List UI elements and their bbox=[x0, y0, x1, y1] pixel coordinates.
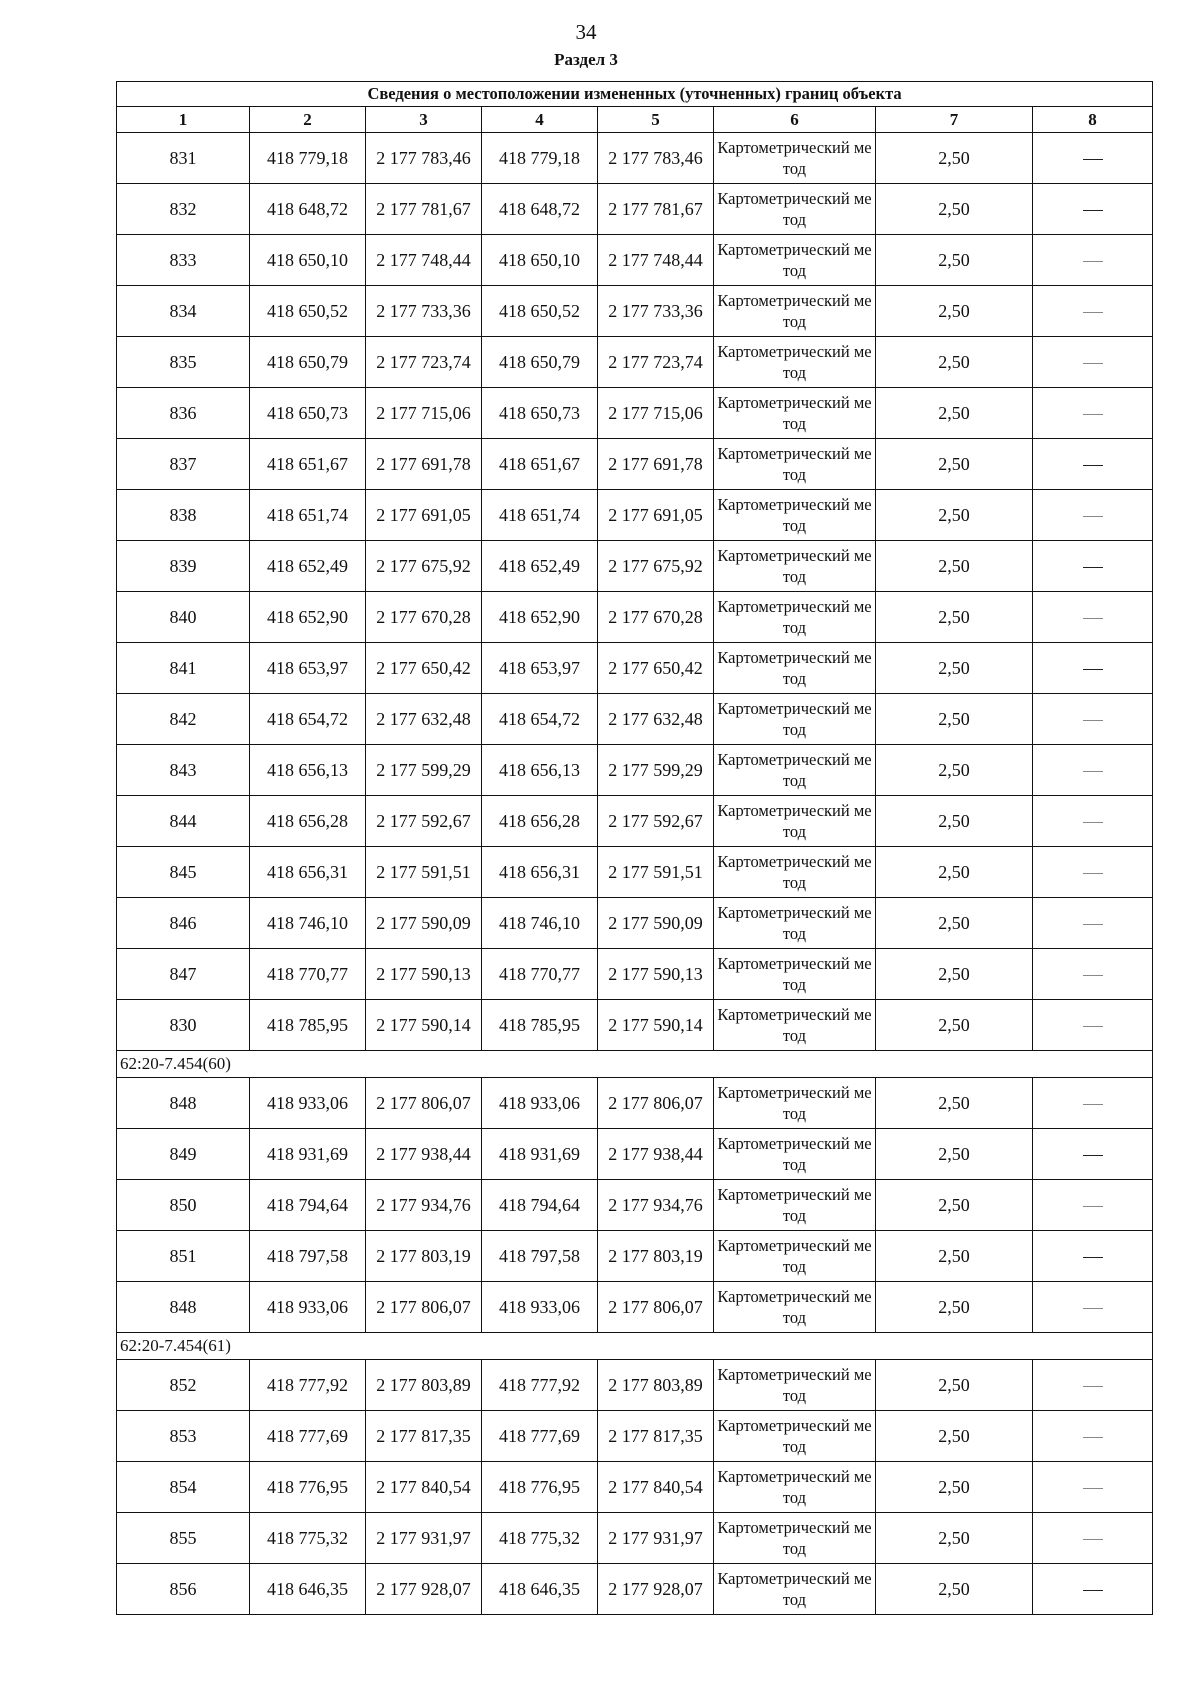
section-title: Раздел 3 bbox=[554, 50, 618, 69]
method-cell: Картометрический метод bbox=[714, 439, 876, 490]
dash-mark bbox=[1083, 1437, 1103, 1438]
existing-x-cell: 418 656,28 bbox=[250, 796, 366, 847]
new-y-cell: 2 177 632,48 bbox=[598, 694, 714, 745]
new-y-cell: 2 177 590,13 bbox=[598, 949, 714, 1000]
method-cell: Картометрический метод bbox=[714, 847, 876, 898]
point-number-cell: 854 bbox=[117, 1462, 250, 1513]
existing-y-cell: 2 177 938,44 bbox=[366, 1129, 482, 1180]
point-number-cell: 848 bbox=[117, 1282, 250, 1333]
method-cell: Картометрический метод bbox=[714, 286, 876, 337]
existing-x-cell: 418 646,35 bbox=[250, 1564, 366, 1615]
table-row bbox=[117, 796, 1153, 847]
point-number-cell: 853 bbox=[117, 1411, 250, 1462]
accuracy-cell: 2,50 bbox=[876, 490, 1033, 541]
accuracy-cell: 2,50 bbox=[876, 1000, 1033, 1051]
remark-cell bbox=[1033, 1282, 1153, 1333]
method-cell: Картометрический метод bbox=[714, 1462, 876, 1513]
remark-cell bbox=[1033, 1000, 1153, 1051]
existing-y-cell: 2 177 840,54 bbox=[366, 1462, 482, 1513]
table-row bbox=[117, 133, 1153, 184]
point-number-cell: 833 bbox=[117, 235, 250, 286]
method-cell: Картометрический метод bbox=[714, 1078, 876, 1129]
remark-cell bbox=[1033, 1129, 1153, 1180]
accuracy-cell: 2,50 bbox=[876, 847, 1033, 898]
existing-x-cell: 418 931,69 bbox=[250, 1129, 366, 1180]
column-header-5: 5 bbox=[598, 107, 714, 133]
accuracy-cell: 2,50 bbox=[876, 1231, 1033, 1282]
dash-mark bbox=[1083, 822, 1103, 823]
point-number-cell: 830 bbox=[117, 1000, 250, 1051]
remark-cell bbox=[1033, 643, 1153, 694]
existing-y-cell: 2 177 650,42 bbox=[366, 643, 482, 694]
dash-mark bbox=[1083, 210, 1103, 211]
method-cell: Картометрический метод bbox=[714, 1129, 876, 1180]
existing-x-cell: 418 652,49 bbox=[250, 541, 366, 592]
point-number-cell: 839 bbox=[117, 541, 250, 592]
accuracy-cell: 2,50 bbox=[876, 286, 1033, 337]
table-row bbox=[117, 490, 1153, 541]
accuracy-cell: 2,50 bbox=[876, 541, 1033, 592]
new-x-cell: 418 931,69 bbox=[482, 1129, 598, 1180]
remark-cell bbox=[1033, 1180, 1153, 1231]
remark-cell bbox=[1033, 235, 1153, 286]
dash-mark bbox=[1083, 516, 1103, 517]
new-y-cell: 2 177 938,44 bbox=[598, 1129, 714, 1180]
existing-x-cell: 418 933,06 bbox=[250, 1282, 366, 1333]
existing-x-cell: 418 648,72 bbox=[250, 184, 366, 235]
table-row bbox=[117, 898, 1153, 949]
new-y-cell: 2 177 670,28 bbox=[598, 592, 714, 643]
existing-y-cell: 2 177 781,67 bbox=[366, 184, 482, 235]
new-x-cell: 418 777,69 bbox=[482, 1411, 598, 1462]
dash-mark bbox=[1083, 1539, 1103, 1540]
remark-cell bbox=[1033, 1231, 1153, 1282]
remark-cell bbox=[1033, 949, 1153, 1000]
point-number-cell: 855 bbox=[117, 1513, 250, 1564]
table-row bbox=[117, 1282, 1153, 1333]
dash-mark bbox=[1083, 1026, 1103, 1027]
new-y-cell: 2 177 803,19 bbox=[598, 1231, 714, 1282]
point-number-cell: 837 bbox=[117, 439, 250, 490]
new-x-cell: 418 775,32 bbox=[482, 1513, 598, 1564]
method-cell: Картометрический метод bbox=[714, 1360, 876, 1411]
existing-x-cell: 418 746,10 bbox=[250, 898, 366, 949]
existing-x-cell: 418 770,77 bbox=[250, 949, 366, 1000]
new-y-cell: 2 177 783,46 bbox=[598, 133, 714, 184]
point-number-cell: 850 bbox=[117, 1180, 250, 1231]
point-number-cell: 851 bbox=[117, 1231, 250, 1282]
new-x-cell: 418 770,77 bbox=[482, 949, 598, 1000]
existing-x-cell: 418 656,31 bbox=[250, 847, 366, 898]
accuracy-cell: 2,50 bbox=[876, 643, 1033, 694]
point-number-cell: 838 bbox=[117, 490, 250, 541]
method-cell: Картометрический метод bbox=[714, 1000, 876, 1051]
parcel-group-row bbox=[117, 1333, 1153, 1360]
new-y-cell: 2 177 592,67 bbox=[598, 796, 714, 847]
table-row bbox=[117, 1360, 1153, 1411]
existing-y-cell: 2 177 590,14 bbox=[366, 1000, 482, 1051]
column-header-8: 8 bbox=[1033, 107, 1153, 133]
existing-x-cell: 418 650,52 bbox=[250, 286, 366, 337]
new-x-cell: 418 656,31 bbox=[482, 847, 598, 898]
dash-mark bbox=[1083, 363, 1103, 364]
new-y-cell: 2 177 931,97 bbox=[598, 1513, 714, 1564]
point-number-cell: 831 bbox=[117, 133, 250, 184]
new-y-cell: 2 177 748,44 bbox=[598, 235, 714, 286]
existing-y-cell: 2 177 783,46 bbox=[366, 133, 482, 184]
method-cell: Картометрический метод bbox=[714, 694, 876, 745]
accuracy-cell: 2,50 bbox=[876, 1411, 1033, 1462]
new-x-cell: 418 653,97 bbox=[482, 643, 598, 694]
new-x-cell: 418 654,72 bbox=[482, 694, 598, 745]
point-number-cell: 849 bbox=[117, 1129, 250, 1180]
dash-mark bbox=[1083, 1257, 1103, 1258]
remark-cell bbox=[1033, 388, 1153, 439]
table-row bbox=[117, 337, 1153, 388]
existing-y-cell: 2 177 675,92 bbox=[366, 541, 482, 592]
new-x-cell: 418 656,28 bbox=[482, 796, 598, 847]
remark-cell bbox=[1033, 490, 1153, 541]
new-y-cell: 2 177 715,06 bbox=[598, 388, 714, 439]
remark-cell bbox=[1033, 1411, 1153, 1462]
dash-mark bbox=[1083, 771, 1103, 772]
existing-y-cell: 2 177 928,07 bbox=[366, 1564, 482, 1615]
method-cell: Картометрический метод bbox=[714, 490, 876, 541]
accuracy-cell: 2,50 bbox=[876, 184, 1033, 235]
point-number-cell: 846 bbox=[117, 898, 250, 949]
column-header-7: 7 bbox=[876, 107, 1033, 133]
remark-cell bbox=[1033, 694, 1153, 745]
new-x-cell: 418 650,10 bbox=[482, 235, 598, 286]
accuracy-cell: 2,50 bbox=[876, 592, 1033, 643]
parcel-number-label: 62:20-7.454(60) bbox=[117, 1051, 1153, 1078]
new-x-cell: 418 650,73 bbox=[482, 388, 598, 439]
method-cell: Картометрический метод bbox=[714, 337, 876, 388]
existing-y-cell: 2 177 806,07 bbox=[366, 1282, 482, 1333]
new-x-cell: 418 797,58 bbox=[482, 1231, 598, 1282]
new-x-cell: 418 933,06 bbox=[482, 1282, 598, 1333]
existing-x-cell: 418 650,10 bbox=[250, 235, 366, 286]
dash-mark bbox=[1083, 465, 1103, 466]
new-y-cell: 2 177 733,36 bbox=[598, 286, 714, 337]
point-number-cell: 848 bbox=[117, 1078, 250, 1129]
dash-mark bbox=[1083, 975, 1103, 976]
new-x-cell: 418 785,95 bbox=[482, 1000, 598, 1051]
new-x-cell: 418 746,10 bbox=[482, 898, 598, 949]
existing-x-cell: 418 651,74 bbox=[250, 490, 366, 541]
remark-cell bbox=[1033, 592, 1153, 643]
table-row bbox=[117, 1078, 1153, 1129]
new-x-cell: 418 656,13 bbox=[482, 745, 598, 796]
existing-y-cell: 2 177 591,51 bbox=[366, 847, 482, 898]
accuracy-cell: 2,50 bbox=[876, 898, 1033, 949]
point-number-cell: 852 bbox=[117, 1360, 250, 1411]
method-cell: Картометрический метод bbox=[714, 745, 876, 796]
existing-x-cell: 418 651,67 bbox=[250, 439, 366, 490]
method-cell: Картометрический метод bbox=[714, 1411, 876, 1462]
table-row bbox=[117, 541, 1153, 592]
existing-x-cell: 418 653,97 bbox=[250, 643, 366, 694]
accuracy-cell: 2,50 bbox=[876, 133, 1033, 184]
dash-mark bbox=[1083, 261, 1103, 262]
point-number-cell: 832 bbox=[117, 184, 250, 235]
existing-x-cell: 418 776,95 bbox=[250, 1462, 366, 1513]
dash-mark bbox=[1083, 669, 1103, 670]
dash-mark bbox=[1083, 618, 1103, 619]
accuracy-cell: 2,50 bbox=[876, 694, 1033, 745]
new-x-cell: 418 776,95 bbox=[482, 1462, 598, 1513]
accuracy-cell: 2,50 bbox=[876, 796, 1033, 847]
table-row bbox=[117, 643, 1153, 694]
boundary-coordinates-table bbox=[116, 81, 1153, 1615]
existing-x-cell: 418 650,79 bbox=[250, 337, 366, 388]
existing-y-cell: 2 177 817,35 bbox=[366, 1411, 482, 1462]
accuracy-cell: 2,50 bbox=[876, 1360, 1033, 1411]
new-y-cell: 2 177 591,51 bbox=[598, 847, 714, 898]
existing-x-cell: 418 775,32 bbox=[250, 1513, 366, 1564]
method-cell: Картометрический метод bbox=[714, 541, 876, 592]
dash-mark bbox=[1083, 1308, 1103, 1309]
new-y-cell: 2 177 928,07 bbox=[598, 1564, 714, 1615]
point-number-cell: 835 bbox=[117, 337, 250, 388]
dash-mark bbox=[1083, 1155, 1103, 1156]
accuracy-cell: 2,50 bbox=[876, 1129, 1033, 1180]
table-row bbox=[117, 1000, 1153, 1051]
dash-mark bbox=[1083, 159, 1103, 160]
new-x-cell: 418 652,90 bbox=[482, 592, 598, 643]
table-row bbox=[117, 1180, 1153, 1231]
existing-y-cell: 2 177 934,76 bbox=[366, 1180, 482, 1231]
table-row bbox=[117, 235, 1153, 286]
existing-y-cell: 2 177 931,97 bbox=[366, 1513, 482, 1564]
table-row bbox=[117, 286, 1153, 337]
remark-cell bbox=[1033, 337, 1153, 388]
column-header-2: 2 bbox=[250, 107, 366, 133]
new-x-cell: 418 794,64 bbox=[482, 1180, 598, 1231]
existing-y-cell: 2 177 590,09 bbox=[366, 898, 482, 949]
remark-cell bbox=[1033, 541, 1153, 592]
accuracy-cell: 2,50 bbox=[876, 1180, 1033, 1231]
dash-mark bbox=[1083, 1386, 1103, 1387]
dash-mark bbox=[1083, 1488, 1103, 1489]
accuracy-cell: 2,50 bbox=[876, 1513, 1033, 1564]
table-row bbox=[117, 439, 1153, 490]
dash-mark bbox=[1083, 1590, 1103, 1591]
remark-cell bbox=[1033, 286, 1153, 337]
dash-mark bbox=[1083, 312, 1103, 313]
accuracy-cell: 2,50 bbox=[876, 439, 1033, 490]
new-x-cell: 418 650,52 bbox=[482, 286, 598, 337]
column-header-1: 1 bbox=[117, 107, 250, 133]
accuracy-cell: 2,50 bbox=[876, 1564, 1033, 1615]
accuracy-cell: 2,50 bbox=[876, 235, 1033, 286]
existing-y-cell: 2 177 803,19 bbox=[366, 1231, 482, 1282]
existing-y-cell: 2 177 733,36 bbox=[366, 286, 482, 337]
parcel-group-row bbox=[117, 1051, 1153, 1078]
existing-y-cell: 2 177 670,28 bbox=[366, 592, 482, 643]
new-y-cell: 2 177 803,89 bbox=[598, 1360, 714, 1411]
existing-y-cell: 2 177 723,74 bbox=[366, 337, 482, 388]
remark-cell bbox=[1033, 898, 1153, 949]
table-row bbox=[117, 388, 1153, 439]
new-y-cell: 2 177 723,74 bbox=[598, 337, 714, 388]
new-y-cell: 2 177 590,14 bbox=[598, 1000, 714, 1051]
dash-mark bbox=[1083, 873, 1103, 874]
method-cell: Картометрический метод bbox=[714, 133, 876, 184]
remark-cell bbox=[1033, 1462, 1153, 1513]
new-y-cell: 2 177 840,54 bbox=[598, 1462, 714, 1513]
new-x-cell: 418 646,35 bbox=[482, 1564, 598, 1615]
existing-x-cell: 418 785,95 bbox=[250, 1000, 366, 1051]
point-number-cell: 856 bbox=[117, 1564, 250, 1615]
column-header-4: 4 bbox=[482, 107, 598, 133]
method-cell: Картометрический метод bbox=[714, 592, 876, 643]
dash-mark bbox=[1083, 1104, 1103, 1105]
point-number-cell: 844 bbox=[117, 796, 250, 847]
table-body bbox=[117, 133, 1153, 1615]
existing-y-cell: 2 177 691,78 bbox=[366, 439, 482, 490]
method-cell: Картометрический метод bbox=[714, 1282, 876, 1333]
existing-x-cell: 418 797,58 bbox=[250, 1231, 366, 1282]
table-row bbox=[117, 1564, 1153, 1615]
accuracy-cell: 2,50 bbox=[876, 337, 1033, 388]
table-row bbox=[117, 694, 1153, 745]
remark-cell bbox=[1033, 133, 1153, 184]
existing-y-cell: 2 177 803,89 bbox=[366, 1360, 482, 1411]
new-x-cell: 418 651,67 bbox=[482, 439, 598, 490]
remark-cell bbox=[1033, 1360, 1153, 1411]
new-y-cell: 2 177 781,67 bbox=[598, 184, 714, 235]
new-x-cell: 418 652,49 bbox=[482, 541, 598, 592]
parcel-number-label: 62:20-7.454(61) bbox=[117, 1333, 1153, 1360]
method-cell: Картометрический метод bbox=[714, 1513, 876, 1564]
existing-x-cell: 418 779,18 bbox=[250, 133, 366, 184]
dash-mark bbox=[1083, 720, 1103, 721]
new-y-cell: 2 177 691,78 bbox=[598, 439, 714, 490]
column-header-6: 6 bbox=[714, 107, 876, 133]
remark-cell bbox=[1033, 847, 1153, 898]
accuracy-cell: 2,50 bbox=[876, 949, 1033, 1000]
new-y-cell: 2 177 817,35 bbox=[598, 1411, 714, 1462]
new-x-cell: 418 933,06 bbox=[482, 1078, 598, 1129]
new-y-cell: 2 177 599,29 bbox=[598, 745, 714, 796]
accuracy-cell: 2,50 bbox=[876, 1078, 1033, 1129]
remark-cell bbox=[1033, 745, 1153, 796]
new-x-cell: 418 650,79 bbox=[482, 337, 598, 388]
column-header-row bbox=[117, 107, 1153, 133]
table-row bbox=[117, 1231, 1153, 1282]
existing-x-cell: 418 794,64 bbox=[250, 1180, 366, 1231]
method-cell: Картометрический метод bbox=[714, 388, 876, 439]
new-y-cell: 2 177 691,05 bbox=[598, 490, 714, 541]
remark-cell bbox=[1033, 184, 1153, 235]
table-row bbox=[117, 1411, 1153, 1462]
dash-mark bbox=[1083, 567, 1103, 568]
remark-cell bbox=[1033, 796, 1153, 847]
point-number-cell: 836 bbox=[117, 388, 250, 439]
existing-y-cell: 2 177 632,48 bbox=[366, 694, 482, 745]
accuracy-cell: 2,50 bbox=[876, 388, 1033, 439]
existing-y-cell: 2 177 806,07 bbox=[366, 1078, 482, 1129]
existing-x-cell: 418 654,72 bbox=[250, 694, 366, 745]
table-row bbox=[117, 745, 1153, 796]
method-cell: Картометрический метод bbox=[714, 1231, 876, 1282]
existing-x-cell: 418 650,73 bbox=[250, 388, 366, 439]
accuracy-cell: 2,50 bbox=[876, 1462, 1033, 1513]
method-cell: Картометрический метод bbox=[714, 898, 876, 949]
new-y-cell: 2 177 806,07 bbox=[598, 1078, 714, 1129]
existing-x-cell: 418 777,69 bbox=[250, 1411, 366, 1462]
existing-x-cell: 418 933,06 bbox=[250, 1078, 366, 1129]
new-x-cell: 418 777,92 bbox=[482, 1360, 598, 1411]
existing-y-cell: 2 177 592,67 bbox=[366, 796, 482, 847]
table-row bbox=[117, 1462, 1153, 1513]
remark-cell bbox=[1033, 1564, 1153, 1615]
remark-cell bbox=[1033, 1513, 1153, 1564]
existing-y-cell: 2 177 715,06 bbox=[366, 388, 482, 439]
point-number-cell: 841 bbox=[117, 643, 250, 694]
table-row bbox=[117, 949, 1153, 1000]
dash-mark bbox=[1083, 924, 1103, 925]
new-x-cell: 418 779,18 bbox=[482, 133, 598, 184]
new-y-cell: 2 177 650,42 bbox=[598, 643, 714, 694]
existing-x-cell: 418 656,13 bbox=[250, 745, 366, 796]
new-x-cell: 418 648,72 bbox=[482, 184, 598, 235]
new-y-cell: 2 177 934,76 bbox=[598, 1180, 714, 1231]
new-y-cell: 2 177 806,07 bbox=[598, 1282, 714, 1333]
existing-y-cell: 2 177 599,29 bbox=[366, 745, 482, 796]
point-number-cell: 845 bbox=[117, 847, 250, 898]
accuracy-cell: 2,50 bbox=[876, 1282, 1033, 1333]
table-title: Сведения о местоположении измененных (уточненных) границ объекта bbox=[117, 82, 1153, 107]
existing-y-cell: 2 177 748,44 bbox=[366, 235, 482, 286]
remark-cell bbox=[1033, 1078, 1153, 1129]
page-number: 34 bbox=[575, 20, 597, 44]
point-number-cell: 840 bbox=[117, 592, 250, 643]
dash-mark bbox=[1083, 414, 1103, 415]
point-number-cell: 834 bbox=[117, 286, 250, 337]
accuracy-cell: 2,50 bbox=[876, 745, 1033, 796]
method-cell: Картометрический метод bbox=[714, 796, 876, 847]
table-row bbox=[117, 847, 1153, 898]
point-number-cell: 842 bbox=[117, 694, 250, 745]
table-row bbox=[117, 184, 1153, 235]
method-cell: Картометрический метод bbox=[714, 949, 876, 1000]
point-number-cell: 843 bbox=[117, 745, 250, 796]
dash-mark bbox=[1083, 1206, 1103, 1207]
point-number-cell: 847 bbox=[117, 949, 250, 1000]
remark-cell bbox=[1033, 439, 1153, 490]
existing-x-cell: 418 652,90 bbox=[250, 592, 366, 643]
method-cell: Картометрический метод bbox=[714, 184, 876, 235]
table-row bbox=[117, 1513, 1153, 1564]
new-x-cell: 418 651,74 bbox=[482, 490, 598, 541]
existing-y-cell: 2 177 590,13 bbox=[366, 949, 482, 1000]
method-cell: Картометрический метод bbox=[714, 1564, 876, 1615]
table-row bbox=[117, 1129, 1153, 1180]
column-header-3: 3 bbox=[366, 107, 482, 133]
method-cell: Картометрический метод bbox=[714, 1180, 876, 1231]
existing-y-cell: 2 177 691,05 bbox=[366, 490, 482, 541]
existing-x-cell: 418 777,92 bbox=[250, 1360, 366, 1411]
method-cell: Картометрический метод bbox=[714, 643, 876, 694]
method-cell: Картометрический метод bbox=[714, 235, 876, 286]
new-y-cell: 2 177 675,92 bbox=[598, 541, 714, 592]
new-y-cell: 2 177 590,09 bbox=[598, 898, 714, 949]
table-row bbox=[117, 592, 1153, 643]
